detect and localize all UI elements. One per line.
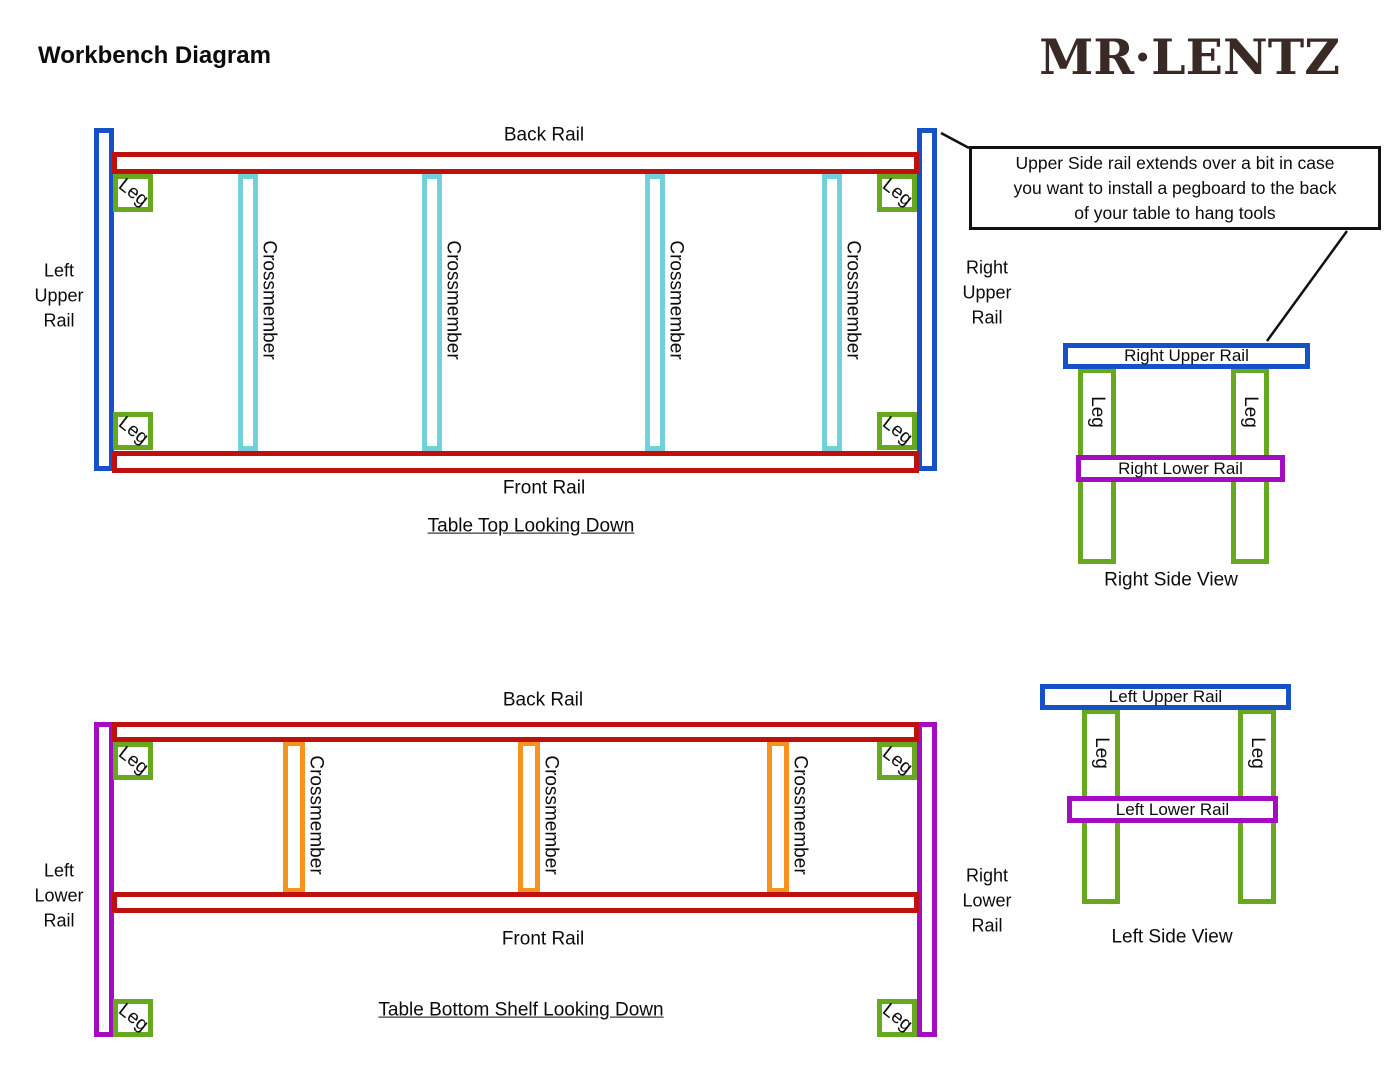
annotation-line: Upper Side rail extends over a bit in case (1015, 152, 1335, 173)
leg-label: Leg (878, 174, 917, 211)
top-view-left-rail-label (34, 259, 83, 334)
label-line: Right (965, 865, 1009, 886)
leader-line-to-side-view (1267, 231, 1347, 341)
bottom-view-crossmember-1 (283, 741, 305, 893)
annotation-line: you want to install a pegboard to the back (1013, 177, 1337, 198)
label-line: Left (43, 260, 75, 281)
bottom-view-back-rail-label: Back Rail (502, 689, 584, 711)
crossmember-label: Crossmember (540, 755, 562, 875)
brand-logo: MR·LENTZ (1039, 28, 1340, 86)
bottom-view-crossmember-2 (518, 741, 540, 893)
bottom-view-right-rail-label (962, 864, 1011, 939)
left-side-view-caption: Left Side View (1111, 926, 1233, 948)
label-line: Rail (971, 915, 1003, 936)
page-title: Workbench Diagram (38, 42, 271, 69)
annotation-box (969, 146, 1381, 230)
top-view-caption: Table Top Looking Down (427, 515, 635, 537)
bottom-view-caption: Table Bottom Shelf Looking Down (378, 999, 664, 1021)
leg-label: Leg (878, 742, 917, 779)
label-line: Rail (971, 307, 1003, 328)
crossmember-label: Crossmember (789, 755, 811, 875)
bottom-view-back-rail (112, 722, 919, 742)
label-line: Upper (34, 285, 84, 306)
top-view-back-rail-label: Back Rail (503, 124, 585, 146)
annotation-line: of your table to hang tools (1074, 202, 1276, 223)
crossmember-label: Crossmember (842, 240, 864, 360)
bottom-view-front-rail (112, 892, 919, 913)
leg-label: Leg (114, 999, 153, 1036)
crossmember-label: Crossmember (258, 240, 280, 360)
left-side-view-lower-rail: Left Lower Rail (1067, 796, 1278, 823)
leg-label: Leg (1087, 396, 1108, 428)
top-view-crossmember-3 (645, 174, 665, 451)
top-view-front-rail-label: Front Rail (502, 477, 586, 499)
label-line: Lower (962, 890, 1012, 911)
bottom-view-front-rail-label: Front Rail (501, 928, 585, 950)
label-line: Right (965, 257, 1009, 278)
top-view-front-rail (112, 451, 919, 473)
top-view-crossmember-1 (238, 174, 258, 451)
bottom-view-left-rail-label (34, 859, 83, 934)
crossmember-label: Crossmember (665, 240, 687, 360)
label-line: Rail (43, 310, 75, 331)
right-side-view-upper-rail: Right Upper Rail (1063, 343, 1310, 369)
top-view-right-upper-rail (917, 128, 937, 471)
right-side-view-lower-rail: Right Lower Rail (1076, 455, 1285, 482)
top-view-crossmember-4 (822, 174, 842, 451)
bottom-view-crossmember-3 (767, 741, 789, 893)
top-view-left-upper-rail (94, 128, 114, 471)
leg-label: Leg (1247, 737, 1268, 769)
leg-label: Leg (878, 412, 917, 449)
left-side-view-upper-rail: Left Upper Rail (1040, 684, 1291, 710)
bottom-view-right-lower-rail (917, 722, 937, 1037)
leg-label: Leg (878, 999, 917, 1036)
label-line: Upper (962, 282, 1012, 303)
bottom-view-left-lower-rail (94, 722, 114, 1037)
top-view-crossmember-2 (422, 174, 442, 451)
leg-label: Leg (114, 174, 153, 211)
leader-line-to-right-rail (941, 133, 969, 148)
crossmember-label: Crossmember (305, 755, 327, 875)
top-view-back-rail (112, 152, 919, 174)
label-line: Rail (43, 910, 75, 931)
label-line: Left (43, 860, 75, 881)
leg-label: Leg (114, 412, 153, 449)
leg-label: Leg (114, 742, 153, 779)
leg-label: Leg (1240, 396, 1261, 428)
leg-label: Leg (1091, 737, 1112, 769)
top-view-right-rail-label (962, 256, 1011, 331)
label-line: Lower (34, 885, 84, 906)
right-side-view-caption: Right Side View (1104, 569, 1238, 591)
crossmember-label: Crossmember (442, 240, 464, 360)
